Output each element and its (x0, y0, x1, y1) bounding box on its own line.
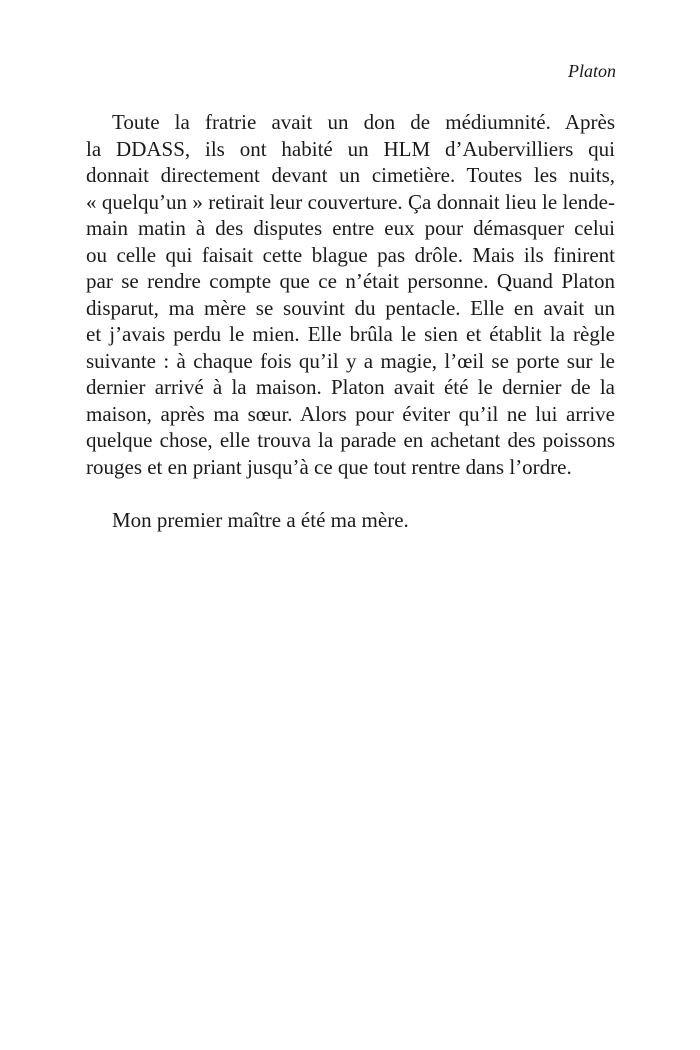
text-line: donnait directement devant un cimetière. Toutes les nuits, (86, 163, 615, 187)
paragraph-spacer (86, 480, 615, 507)
text-line: suivante : à chaque fois qu’il y a magie, l’œil se porte sur le (86, 348, 615, 373)
text-line: par se rendre compte que ce n’était personne. Quand Platon (86, 269, 615, 293)
body-text (86, 109, 615, 533)
text-line: et j’avais perdu le mien. Elle brûla le sien et établit la règle (86, 322, 615, 346)
text-line: la DDASS, ils ont habité un HLM d’Aubervilliers qui (86, 136, 615, 161)
text-line: rouges et en priant jusqu’à ce que tout rentre dans l’ordre. (86, 454, 572, 479)
text-line: Mon premier maître a été ma mère. (112, 507, 409, 532)
text-line: Toute la fratrie avait un don de médiumnité. Après (112, 110, 615, 134)
paragraph-1 (86, 109, 615, 480)
paragraph-2 (86, 507, 615, 534)
text-line: quelque chose, elle trouva la parade en achetant des poissons (86, 428, 615, 452)
running-head: Platon (568, 61, 616, 81)
text-line: main matin à des disputes entre eux pour démasquer celui (86, 216, 615, 240)
text-line: « quelqu’un » retirait leur couverture. Ça donnait lieu le lende- (86, 189, 615, 214)
text-line: ou celle qui faisait cette blague pas drôle. Mais ils finirent (86, 242, 615, 267)
text-line: dernier arrivé à la maison. Platon avait été le dernier de la (86, 375, 615, 399)
text-line: disparut, ma mère se souvint du pentacle. Elle en avait un (86, 295, 615, 320)
text-line: maison, après ma sœur. Alors pour éviter qu’il ne lui arrive (86, 401, 615, 426)
